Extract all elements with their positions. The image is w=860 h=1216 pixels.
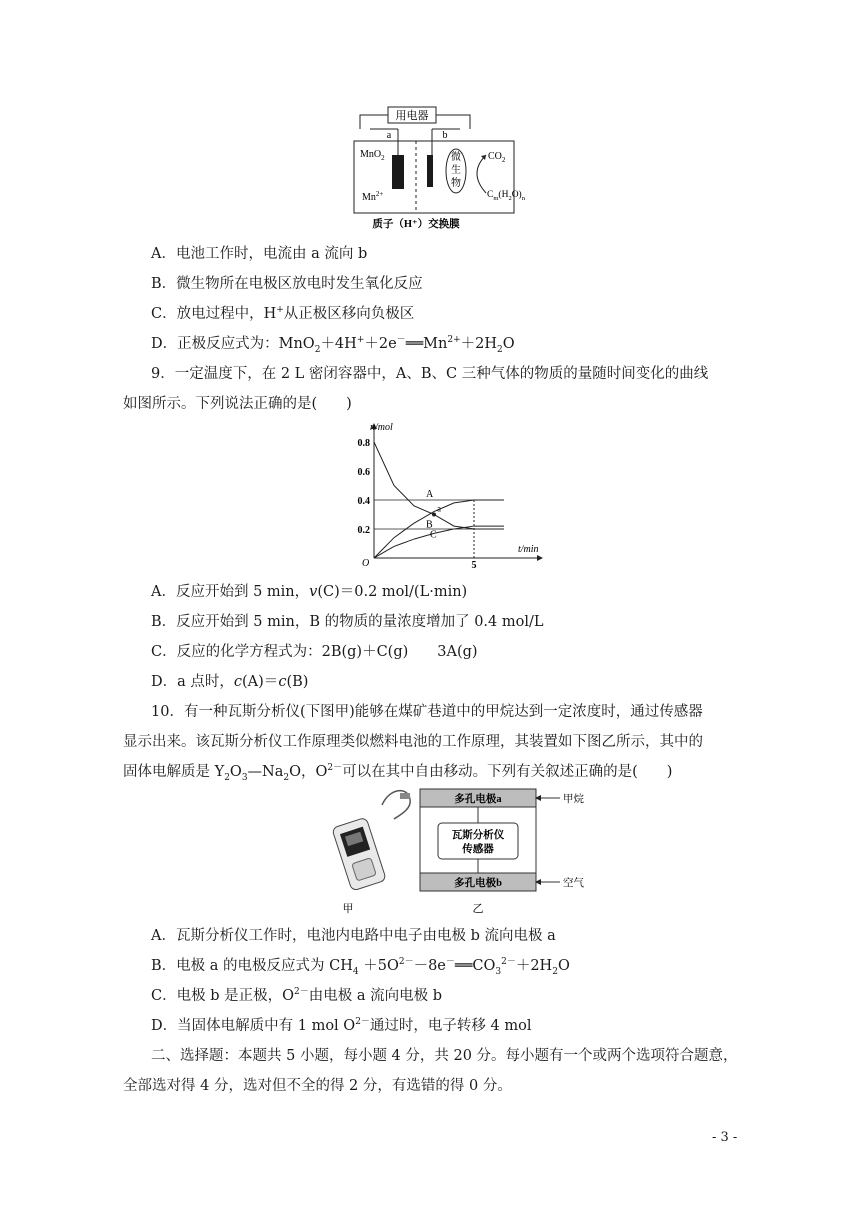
page-number: - 3 - bbox=[712, 1130, 738, 1145]
q9-stem-line1: 9．一定温度下，在 2 L 密闭容器中，A、B、C 三种气体的物质的量随时间变化的曲线 bbox=[151, 366, 709, 382]
series-label-B: B bbox=[426, 519, 433, 531]
methane-label: 甲烷 bbox=[563, 794, 584, 805]
electrode-b-box: 多孔电极b bbox=[454, 878, 502, 889]
svg-text:CO2: $CO_2$ bbox=[488, 151, 506, 164]
q9-option-a: A．反应开始到 5 min，v(C)＝0.2 mol/(L·min) bbox=[151, 584, 468, 600]
q9-stem-line2: 如图所示。下列说法正确的是( ) bbox=[123, 396, 352, 412]
load-label: 用电器 bbox=[395, 110, 429, 122]
svg-text:MnO2: MnO$_2$ bbox=[360, 149, 385, 162]
q10-option-a: A．瓦斯分析仪工作时，电池内电路中电子由电极 b 流向电极 a bbox=[151, 928, 556, 944]
sensor-line-2: 传感器 bbox=[462, 844, 494, 855]
amount-time-chart bbox=[340, 418, 550, 568]
x-tick-label-0: 5 bbox=[471, 560, 477, 568]
y-tick-label-2: 0.4 bbox=[357, 496, 370, 507]
gas-analyzer-device-icon bbox=[332, 791, 410, 891]
q10-option-c: C．电极 b 是正极，$O^{2-}$由电极 a 流向电极 b bbox=[151, 987, 442, 1004]
carbohydrate-label: C bbox=[487, 190, 494, 200]
series-label-A: A bbox=[426, 489, 434, 501]
svg-text:Mn2+: $Mn^{2+}$ bbox=[362, 190, 384, 203]
point-a bbox=[432, 513, 436, 517]
microbe-label-1: 微 bbox=[451, 152, 461, 163]
co2-label: CO bbox=[488, 151, 502, 162]
point-a-label: a bbox=[437, 503, 441, 514]
x-axis-label: t/min bbox=[518, 544, 539, 555]
q8-option-a: A．电池工作时，电流由 a 流向 b bbox=[151, 246, 368, 262]
electrode-a-box: 多孔电极a bbox=[454, 794, 502, 805]
q10-option-d: D．当固体电解质中有 1 mol $O^{2-}$通过时，电子转移 4 mol bbox=[151, 1017, 532, 1034]
electrode-b-label: b bbox=[442, 130, 448, 141]
section2-line1: 二、选择题：本题共 5 小题，每小题 4 分，共 20 分。每小题有一个或两个选项符合题意， bbox=[151, 1048, 738, 1064]
sensor-line-1: 瓦斯分析仪 bbox=[451, 830, 505, 841]
series-line-A bbox=[374, 442, 504, 529]
q10-option-b: B．电极 a 的电极反应式为 $CH_4$ $+5O^{2-}-8e^-══CO_3^{2-}+2H_2O$ bbox=[151, 957, 570, 977]
q10-stem-line3: 固体电解质是 $Y_2O_3—Na_2O$，$O^{2-}$可以在其中自由移动。下列有关叙述正确的是( ) bbox=[123, 763, 673, 783]
section2-line2: 全部选对得 4 分，选对但不全的得 2 分，有选错的得 0 分。 bbox=[123, 1078, 512, 1094]
y-axis-label: n/mol bbox=[370, 422, 393, 433]
series-line-C bbox=[374, 526, 504, 558]
mno2-label: MnO bbox=[360, 149, 382, 160]
q10-stem-line1: 10．有一种瓦斯分析仪(下图甲)能够在煤矿巷道中的甲烷达到一定浓度时，通过传感器 bbox=[151, 704, 703, 720]
label-yi: 乙 bbox=[472, 903, 484, 915]
label-jia: 甲 bbox=[342, 903, 354, 915]
membrane-label: 质子（H⁺）交换膜 bbox=[372, 219, 460, 230]
gas-analyzer-figure bbox=[320, 785, 590, 920]
microbe-label-2: 生 bbox=[451, 165, 461, 176]
electrode-a-label: a bbox=[386, 130, 392, 141]
q8-option-d: D．正极反应式为：$MnO_2+4H^++2e^-══Mn^{2+}+2H_2O$ bbox=[151, 335, 515, 355]
origin-label: O bbox=[362, 558, 370, 568]
q8-option-b: B．微生物所在电极区放电时发生氧化反应 bbox=[151, 276, 423, 292]
fuel-cell-diagram bbox=[340, 103, 530, 233]
svg-text:Cm(H2O)n: $C_m(H_2O)_n$ bbox=[487, 190, 525, 202]
q10-stem-line2: 显示出来。该瓦斯分析仪工作原理类似燃料电池的工作原理，其装置如下图乙所示，其中的 bbox=[123, 734, 703, 750]
q9-option-b: B．反应开始到 5 min，B 的物质的量浓度增加了 0.4 mol/L bbox=[151, 614, 544, 630]
series-label-C: C bbox=[430, 529, 437, 541]
air-label: 空气 bbox=[563, 878, 584, 889]
q9-option-c: C．反应的化学方程式为：2B(g)＋C(g) 3A(g) bbox=[151, 644, 478, 660]
y-tick-label-1: 0.6 bbox=[357, 467, 370, 478]
y-tick-label-0: 0.8 bbox=[357, 438, 370, 449]
microbe-label-3: 物 bbox=[451, 178, 461, 189]
y-tick-label-3: 0.2 bbox=[357, 525, 370, 536]
q9-option-d: D．a 点时，c(A)＝c(B) bbox=[151, 674, 309, 690]
mn2-label: Mn bbox=[362, 192, 376, 203]
q8-option-c: C．放电过程中，H+从正极区移向负极区 bbox=[151, 305, 415, 322]
